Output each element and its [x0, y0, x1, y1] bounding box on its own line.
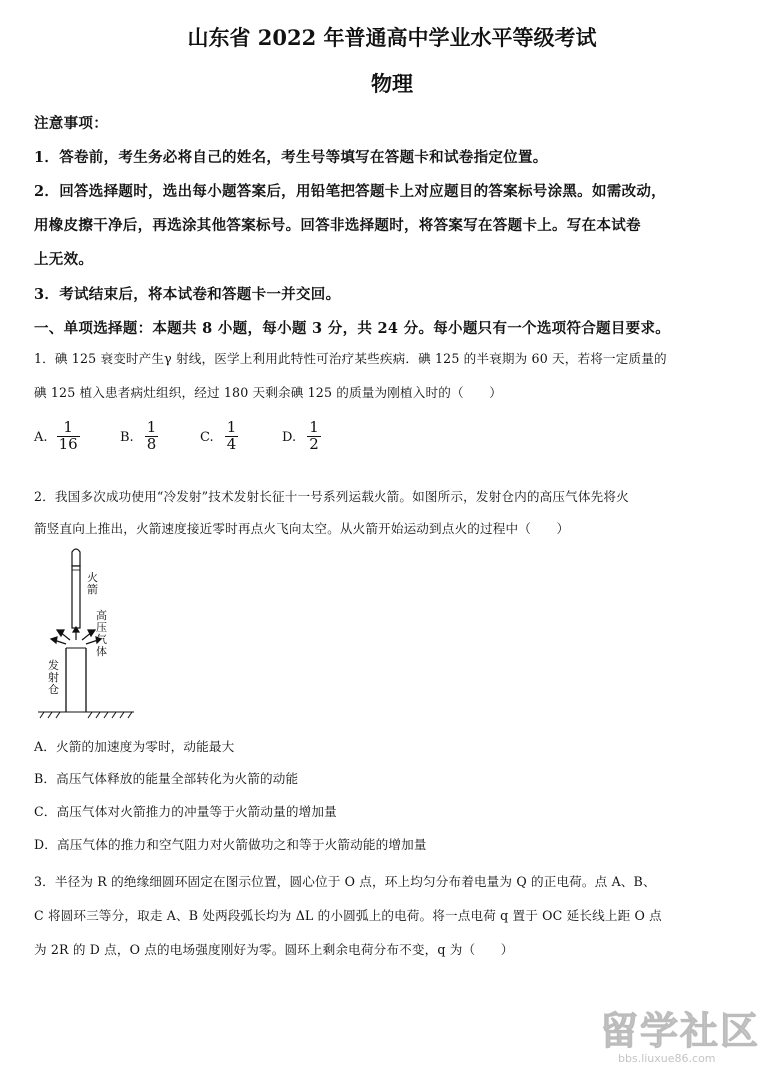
figure-label-silo: 发射仓	[48, 659, 59, 696]
q2-option-a[interactable]: A．火箭的加速度为零时，动能最大	[34, 739, 235, 754]
q1-option-b-fraction	[145, 420, 159, 453]
figure-label-rocket: 火箭	[87, 571, 98, 596]
q2-option-c[interactable]: C．高压气体对火箭推力的冲量等于火箭动量的增加量	[34, 804, 337, 819]
q1-option-b[interactable]	[120, 420, 158, 453]
exam-title: 山东省 2022 年普通高中学业水平等级考试	[187, 25, 597, 50]
fraction-denominator: 8	[146, 434, 157, 453]
q1-option-c-fraction	[225, 420, 239, 453]
note-2-line-1: 2．回答选择题时，选出每小题答案后，用铅笔把答题卡上对应题目的答案标号涂黑。如需改动，	[34, 183, 666, 200]
q2-line-1: 2．我国多次成功使用“冷发射”技术发射长征十一号系列运载火箭。如图所示，发射仓内的高压气体先将火	[34, 489, 629, 504]
subject-title: 物理	[371, 71, 413, 96]
figure-label-gas: 高压气体	[96, 609, 107, 658]
q1-line-2: 碘 125 植入患者病灶组织，经过 180 天剩余碘 125 的质量为刚植入时的（ ）	[34, 385, 502, 400]
q1-option-c[interactable]	[200, 420, 238, 453]
q2-option-b[interactable]: B．高压气体释放的能量全部转化为火箭的动能	[34, 771, 299, 786]
q1-option-d[interactable]	[282, 420, 321, 453]
watermark-logo-text: 留学社区	[600, 1009, 761, 1053]
note-3: 3．考试结束后，将本试卷和答题卡一并交回。	[34, 286, 341, 303]
fraction-numerator: 1	[226, 418, 237, 436]
q1-option-b-label: B.	[120, 429, 134, 445]
fraction-denominator: 4	[226, 434, 237, 453]
fraction-numerator: 1	[309, 418, 319, 436]
q1-option-d-fraction	[307, 420, 321, 453]
fraction-denominator: 2	[309, 434, 319, 453]
note-2-line-2: 用橡皮擦干净后，再选涂其他答案标号。回答非选择题时，将答案写在答题卡上。写在本试卷	[34, 217, 641, 234]
notes-heading: 注意事项：	[34, 115, 108, 132]
ground-line	[38, 712, 134, 718]
q2-option-d[interactable]: D．高压气体的推力和空气阻力对火箭做功之和等于火箭动能的增加量	[34, 837, 427, 852]
section-1-heading: 一、单项选择题：本题共 8 小题，每小题 3 分，共 24 分。每小题只有一个选项符合题目要求。	[34, 320, 671, 337]
rocket-shape	[72, 549, 80, 628]
fraction-numerator: 1	[146, 418, 157, 436]
q1-option-c-label: C.	[200, 429, 214, 445]
launch-silo	[66, 648, 86, 712]
q3-line-2: C 将圆环三等分，取走 A、B 处两段弧长均为 ΔL 的小圆弧上的电荷。将一点电荷 q 置于 OC 延长线上距 O 点	[34, 908, 662, 923]
fraction-denominator: 16	[58, 434, 78, 453]
note-2-line-3: 上无效。	[34, 251, 94, 268]
q1-line-1: 1．碘 125 衰变时产生γ 射线，医学上利用此特性可治疗某些疾病．碘 125 的半衰期为 60 天，若将一定质量的	[34, 351, 667, 366]
note-1: 1．答卷前，考生务必将自己的姓名，考生号等填写在答题卡和试卷指定位置。	[34, 149, 548, 166]
gas-arrows	[51, 627, 101, 644]
q1-option-a-label: A.	[34, 429, 48, 445]
q3-line-1: 3．半径为 R 的绝缘细圆环固定在图示位置，圆心位于 O 点，环上均匀分布着电量为 Q 的正电荷。点 A、B、	[34, 874, 656, 889]
q1-option-d-label: D.	[282, 429, 297, 445]
q2-line-2: 箭竖直向上推出，火箭速度接近零时再点火飞向太空。从火箭开始运动到点火的过程中（ ）	[34, 521, 570, 536]
fraction-numerator: 1	[63, 418, 73, 436]
rocket-launch-figure	[30, 548, 140, 720]
q3-line-3: 为 2R 的 D 点，O 点的电场强度刚好为零。圆环上剩余电荷分布不变，q 为（ ）	[34, 942, 514, 957]
q1-option-a-fraction	[57, 420, 80, 453]
q1-option-a[interactable]	[34, 420, 80, 453]
watermark-url: bbs.liuxue86.com	[618, 1052, 716, 1065]
